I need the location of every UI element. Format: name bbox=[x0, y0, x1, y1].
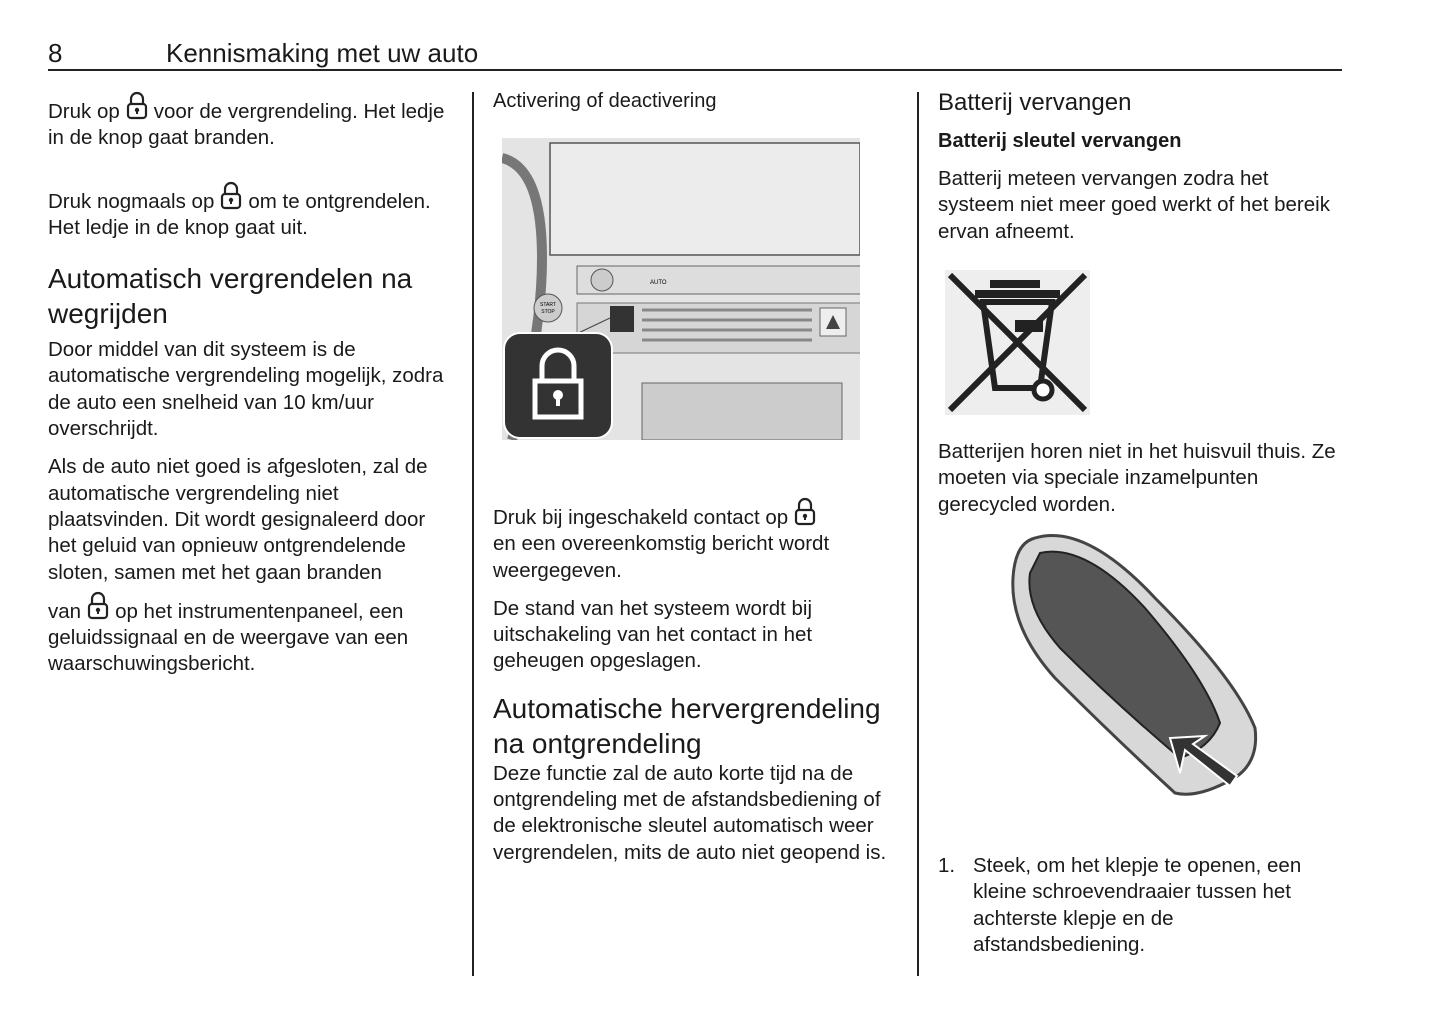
paragraph: De stand van het systeem wordt bij uitschakeling van het contact in het geheugen opgeslagen. bbox=[493, 596, 813, 673]
paragraph: van op het instrumentenpaneel, een geluidssignaal en de weergave van een waarschuwingsbericht. bbox=[48, 590, 458, 678]
subheading: Batterij sleutel vervangen bbox=[938, 130, 1182, 152]
crossed-bin-icon bbox=[945, 270, 1090, 415]
paragraph: Batterijen horen niet in het huisvuil thuis. Ze moeten via speciale inzamelpunten gerecycled worden. bbox=[938, 440, 1336, 516]
paragraph: Druk op voor de vergrendeling. Het ledje in de knop gaat branden. bbox=[48, 90, 458, 152]
column-divider bbox=[472, 92, 474, 976]
list-item bbox=[938, 853, 1343, 958]
paragraph: Door middel van dit systeem is de automatische vergrendeling mogelijk, zodra de auto een snelheid van 10 km/uur overschrijdt. bbox=[48, 338, 444, 441]
auto-label: AUTO bbox=[650, 280, 667, 286]
section-heading: Automatische hervergrendeling na ontgrendeling bbox=[493, 692, 881, 759]
column-divider bbox=[917, 92, 919, 976]
dashboard-illustration bbox=[502, 138, 860, 440]
page-number: 8 bbox=[48, 38, 63, 68]
paragraph: Druk bij ingeschakeld contact op en een overeenkomstig bericht wordt weergegeven. bbox=[493, 496, 893, 584]
lock-icon bbox=[87, 590, 109, 620]
paragraph: Batterij meteen vervangen zodra het systeem niet meer goed werkt of het bereik ervan afneemt. bbox=[938, 167, 1330, 243]
column-2-text bbox=[493, 496, 893, 866]
subheading: Activering of deactivering bbox=[493, 90, 717, 112]
step-number: 1. bbox=[938, 854, 956, 877]
column-2 bbox=[493, 88, 893, 114]
column-3 bbox=[938, 88, 1343, 245]
paragraph: Druk nogmaals op om te ontgrendelen. Het ledje in de knop gaat uit. bbox=[48, 180, 458, 242]
lock-icon bbox=[794, 496, 816, 526]
step-text: Steek, om het klepje te openen, een kleine schroevendraaier tussen het achterste klepje en de afstandsbediening. bbox=[973, 854, 1302, 956]
paragraph: Als de auto niet goed is afgesloten, zal de automatische vergrendeling niet plaatsvinden. Dit wordt gesignaleerd door het geluid van opnieuw ontgrendelende sloten, samen met het gaan branden bbox=[48, 455, 428, 584]
column-3-text bbox=[938, 439, 1343, 518]
page-title: Kennismaking met uw auto bbox=[166, 38, 479, 68]
paragraph: Deze functie zal de auto korte tijd na de ontgrendeling met de afstandsbediening of de elektronische sleutel automatisch weer vergrendelen, mits de auto niet geopend is. bbox=[493, 761, 887, 864]
lock-icon bbox=[126, 90, 148, 120]
section-heading: Automatisch vergrendelen na wegrijden bbox=[48, 263, 413, 330]
section-heading: Batterij vervangen bbox=[938, 89, 1132, 116]
start-label: START bbox=[540, 302, 556, 308]
header-rule bbox=[48, 69, 1342, 71]
key-fob-illustration bbox=[1005, 528, 1265, 803]
stop-label: STOP bbox=[541, 309, 555, 315]
lock-icon bbox=[220, 180, 242, 210]
column-1 bbox=[48, 90, 458, 678]
